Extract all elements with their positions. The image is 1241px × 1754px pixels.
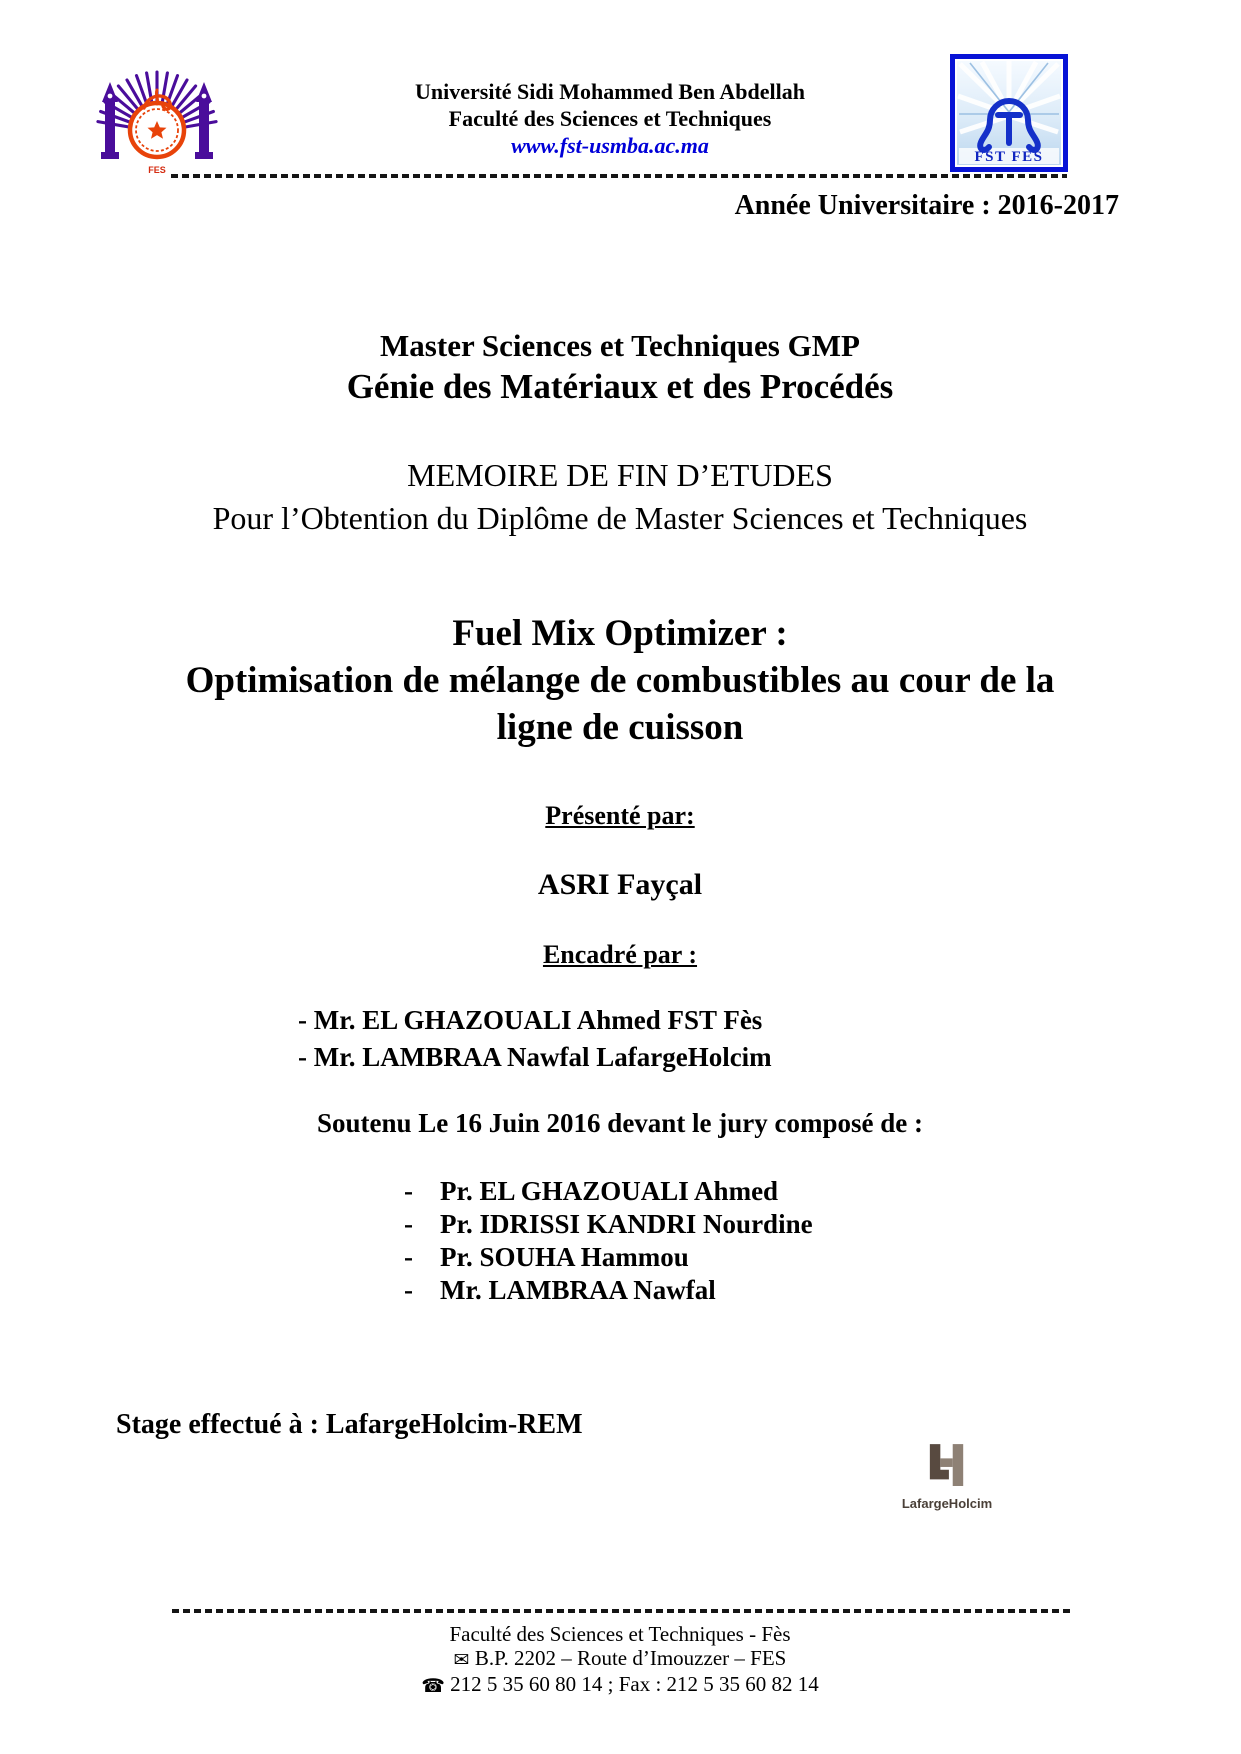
jury-member-row (404, 1208, 1044, 1241)
university-website: www.fst-usmba.ac.ma (511, 133, 709, 158)
university-name: Université Sidi Mohammed Ben Abdellah (415, 79, 805, 104)
supervisor-item: - Mr. EL GHAZOUALI Ahmed FST Fès (298, 1005, 763, 1035)
thesis-title-line1: Fuel Mix Optimizer : (452, 613, 788, 654)
master-specialty: Génie des Matériaux et des Procédés (346, 367, 894, 406)
lafargeholcim-logo-icon (927, 1444, 967, 1488)
jury-member-row (404, 1175, 1044, 1208)
author-name: ASRI Fayçal (537, 868, 703, 901)
emblem-right-pillar (195, 82, 213, 159)
fst-logo-caption: FST FES (974, 149, 1044, 165)
emblem-caption-text: FES (148, 165, 166, 175)
jury-member-name: Pr. SOUHA Hammou (440, 1242, 689, 1272)
footer-contact-block (140, 1622, 1100, 1698)
thesis-title (140, 610, 1100, 751)
thesis-title-line2: Optimisation de mélange de combustibles au cour de la (185, 660, 1055, 701)
fst-fes-logo (950, 54, 1068, 172)
supervised-by-label: Encadré par : (542, 940, 698, 969)
footer-faculty-line: Faculté des Sciences et Techniques - Fès (449, 1622, 791, 1646)
header-divider-dashed (171, 174, 1067, 178)
document-purpose: Pour l’Obtention du Diplôme de Master Sciences et Techniques (212, 500, 1028, 536)
lafargeholcim-logo-text: LafargeHolcim (901, 1496, 993, 1511)
header-institution-block (270, 78, 950, 159)
footer-phone-text: 212 5 35 60 80 14 ; Fax : 212 5 35 60 82 14 (450, 1672, 819, 1696)
jury-list (404, 1175, 1044, 1307)
jury-member-row (404, 1241, 1044, 1274)
presented-by-label: Présenté par: (545, 801, 695, 830)
mail-icon: ✉ (453, 1649, 470, 1671)
jury-bullet: - (404, 1242, 413, 1272)
lafargeholcim-logo (895, 1444, 999, 1511)
supervisors-list (298, 1002, 1058, 1076)
jury-member-name: Mr. LAMBRAA Nawfal (440, 1275, 716, 1305)
emblem-left-pillar (101, 82, 119, 159)
emblem-medallion (130, 90, 184, 175)
phone-icon: ☎ (421, 1675, 445, 1697)
thesis-title-line3: ligne de cuisson (496, 707, 744, 748)
footer-address-text: B.P. 2202 – Route d’Imouzzer – FES (474, 1646, 787, 1670)
jury-bullet: - (404, 1209, 413, 1239)
jury-bullet: - (404, 1176, 413, 1206)
document-type: MEMOIRE DE FIN D’ETUDES (407, 457, 833, 493)
footer-divider-dashed (172, 1609, 1070, 1613)
academic-year: Année Universitaire : 2016-2017 (734, 190, 1119, 221)
jury-member-name: Pr. EL GHAZOUALI Ahmed (440, 1176, 779, 1206)
usmba-university-emblem-icon (86, 46, 228, 178)
internship-location: Stage effectué à : LafargeHolcim-REM (116, 1409, 583, 1440)
master-program: Master Sciences et Techniques GMP (380, 328, 860, 363)
faculty-name: Faculté des Sciences et Techniques (448, 106, 772, 131)
footer-address-line (140, 1646, 1100, 1672)
footer-phone-line (140, 1672, 1100, 1698)
jury-member-name: Pr. IDRISSI KANDRI Nourdine (440, 1209, 813, 1239)
jury-member-row (404, 1274, 1044, 1307)
jury-bullet: - (404, 1275, 413, 1305)
defense-statement: Soutenu Le 16 Juin 2016 devant le jury composé de : (316, 1108, 924, 1138)
supervisor-item: - Mr. LAMBRAA Nawfal LafargeHolcim (298, 1042, 772, 1072)
